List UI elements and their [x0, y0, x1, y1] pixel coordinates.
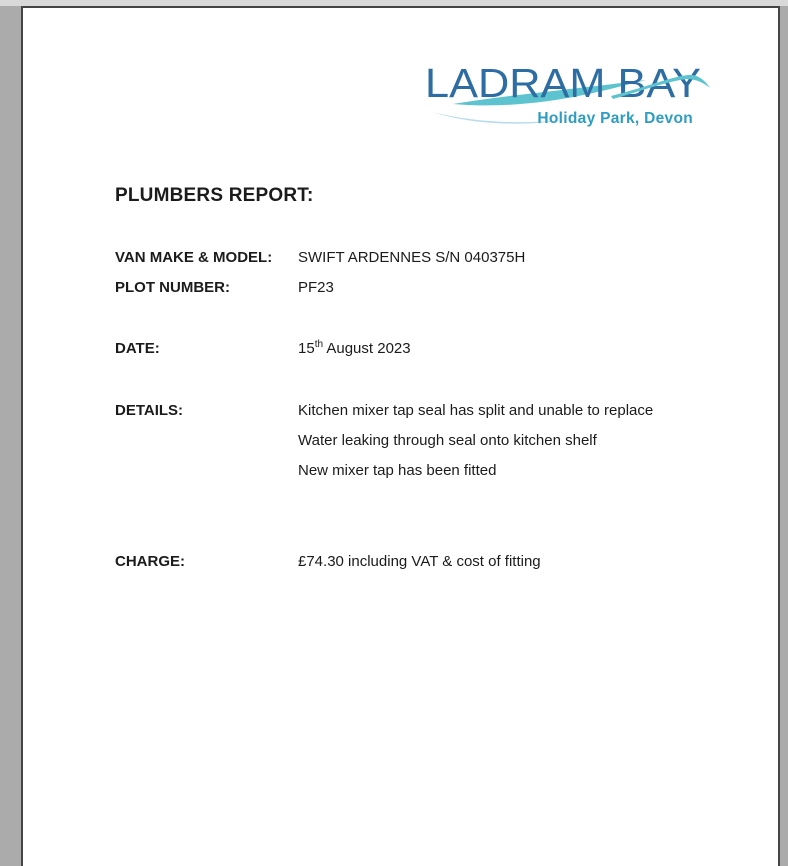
field-date [115, 341, 748, 356]
field-van-make-model [115, 250, 748, 265]
logo-tagline: Holiday Park, Devon [537, 110, 693, 127]
logo-title: LADRAM BAY [425, 60, 701, 106]
details-lines [298, 403, 653, 478]
van-make-model-value: SWIFT ARDENNES S/N 040375H [298, 249, 526, 266]
charge-value: £74.30 including VAT & cost of fitting [298, 553, 541, 570]
date-rest: August 2023 [323, 340, 411, 357]
plot-number-value: PF23 [298, 279, 334, 296]
plot-number-label: PLOT NUMBER: [115, 279, 230, 296]
date-day: 15 [298, 340, 315, 357]
field-charge [115, 554, 748, 569]
field-details [115, 403, 748, 478]
report-heading: PLUMBERS REPORT: [115, 185, 314, 206]
date-label: DATE: [115, 340, 160, 357]
date-value [298, 341, 411, 356]
details-line: Kitchen mixer tap seal has split and unable to replace [298, 402, 654, 419]
viewport-top-strip [0, 0, 788, 6]
van-make-model-label: VAN MAKE & MODEL: [115, 249, 273, 266]
charge-label: CHARGE: [115, 553, 185, 570]
details-line: Water leaking through seal onto kitchen shelf [298, 432, 597, 449]
details-line: New mixer tap has been fitted [298, 462, 497, 479]
ladram-bay-logo [416, 50, 718, 132]
details-label: DETAILS: [115, 402, 184, 419]
date-ordinal: th [314, 339, 324, 350]
report-page [21, 6, 780, 866]
field-plot-number [115, 280, 748, 295]
